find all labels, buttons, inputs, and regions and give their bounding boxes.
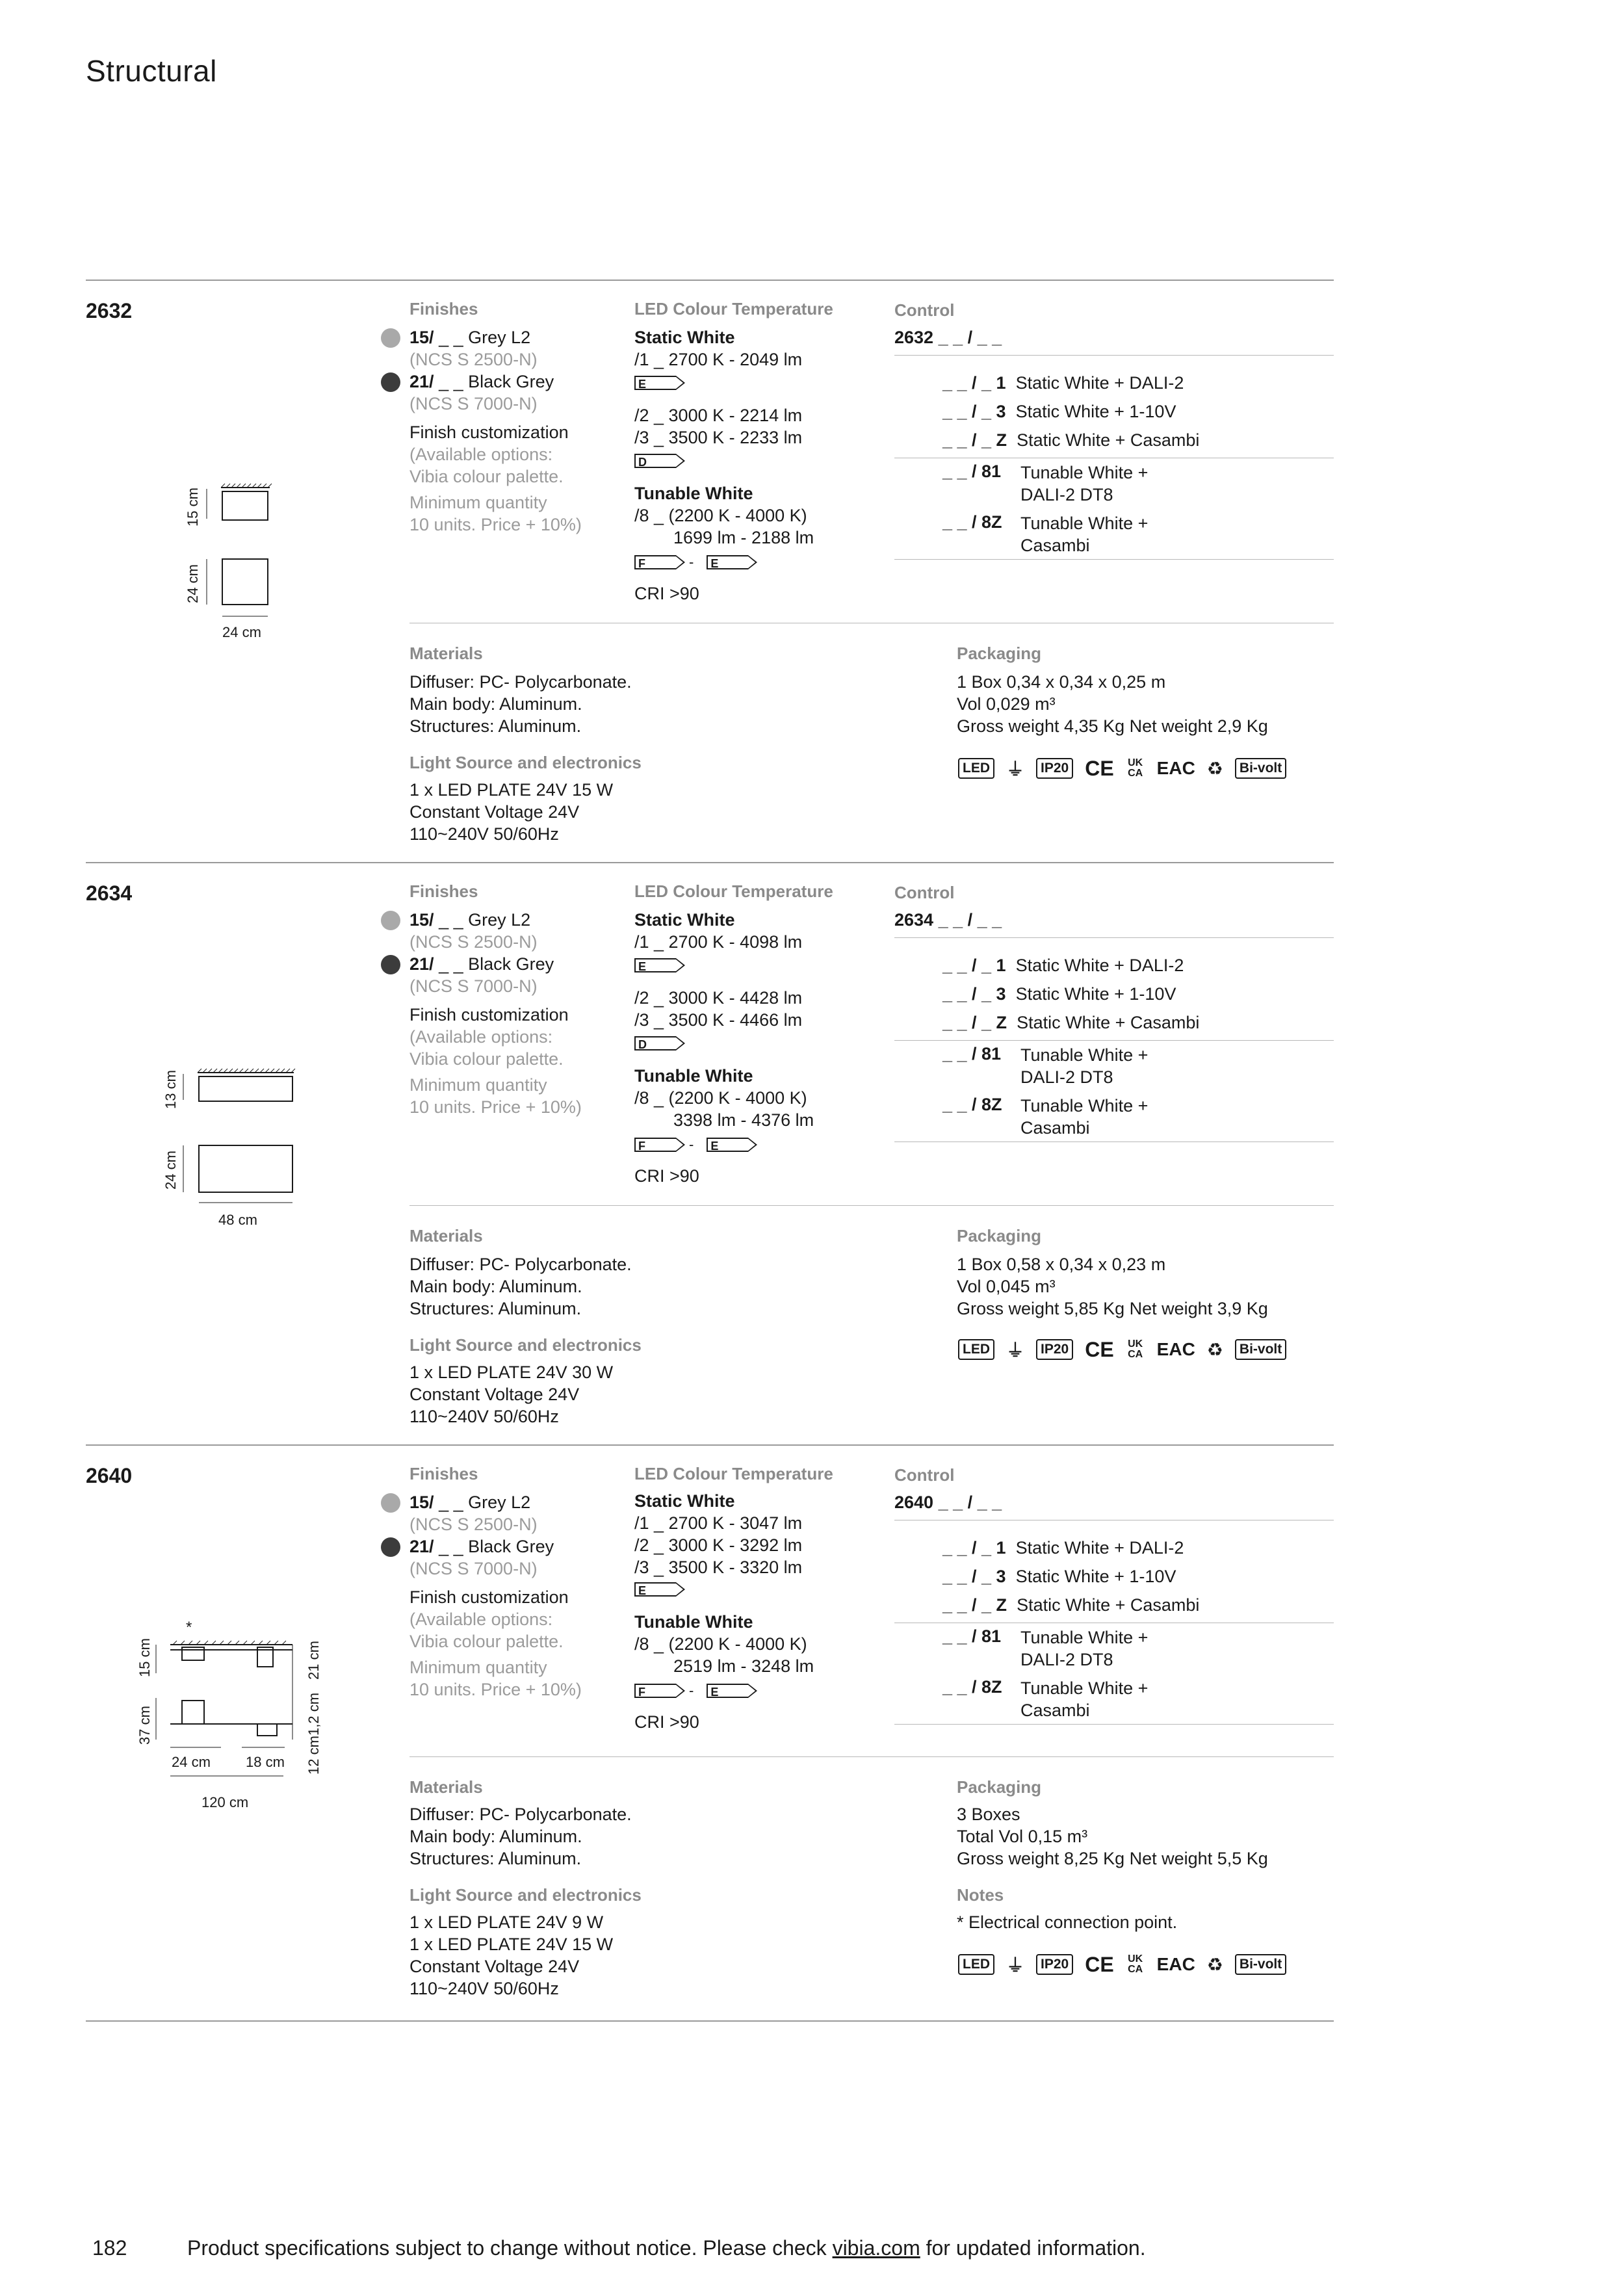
finish-min: 10 units. Price + 10%) (409, 1097, 582, 1117)
control-option-text: Tunable White + Casambi (1020, 1096, 1149, 1138)
energy-class-tag: E (707, 1684, 748, 1698)
finish-grey[interactable]: 15/ _ _ Grey L2 (409, 1493, 531, 1512)
finishes-label: Finishes (409, 1464, 478, 1483)
packaging-line: 1 Box 0,34 x 0,34 x 0,25 m (957, 672, 1166, 692)
cri-value: CRI >90 (634, 1166, 699, 1186)
finish-options: Vibia colour palette. (409, 1632, 564, 1651)
finish-custom: Finish customization (409, 423, 569, 442)
ground-icon: ⏚ (1006, 1340, 1025, 1361)
black-swatch-icon (381, 372, 400, 392)
packaging-line: 1 Box 0,58 x 0,34 x 0,23 m (957, 1255, 1166, 1274)
led-lumens: 1699 lm - 2188 lm (673, 528, 814, 547)
black-swatch-icon (381, 1537, 400, 1557)
ce-icon: CE (1085, 1337, 1114, 1361)
packaging-line: 3 Boxes (957, 1805, 1020, 1824)
control-code: 2632 _ _ / _ _ (894, 328, 1002, 347)
black-swatch-icon (381, 955, 400, 974)
light-source-label: Light Source and electronics (409, 1335, 642, 1355)
static-white-title: Static White (634, 328, 735, 347)
dimension-width: 24 cm (172, 1754, 211, 1770)
tunable-white-title: Tunable White (634, 1612, 753, 1632)
bivolt-icon: Bi-volt (1235, 1954, 1286, 1975)
certification-icons (958, 1951, 1286, 1977)
materials-line: Main body: Aluminum. (409, 1827, 582, 1846)
packaging-line: Gross weight 8,25 Kg Net weight 5,5 Kg (957, 1849, 1268, 1868)
control-option[interactable]: _ _ / 81 (942, 1626, 1002, 1646)
finish-grey[interactable]: 15/ _ _ Grey L2 (409, 328, 531, 347)
finishes-label: Finishes (409, 299, 478, 319)
led-option: /2 _ 3000 K - 2214 lm (634, 406, 803, 425)
ip20-icon: IP20 (1036, 1339, 1073, 1360)
materials-line: Main body: Aluminum. (409, 1277, 582, 1296)
packaging-label: Packaging (957, 644, 1042, 663)
dimension-depth: 24 cm (185, 564, 201, 603)
certification-icons (958, 1337, 1286, 1363)
finish-ncs: (NCS S 2500-N) (409, 1515, 538, 1534)
notes-label: Notes (957, 1885, 1004, 1905)
finish-min: 10 units. Price + 10%) (409, 515, 582, 534)
control-option[interactable]: _ _ / 8Z (942, 1677, 1002, 1697)
energy-class-tag: D (634, 1036, 676, 1050)
ce-icon: CE (1085, 1952, 1114, 1976)
eac-icon: EAC (1156, 1339, 1195, 1359)
connection-point-marker: * (186, 1619, 192, 1636)
footer-text: Product specifications subject to change without notice. Please check vibia.com for updated information. (187, 2236, 1146, 2260)
bivolt-icon: Bi-volt (1235, 1339, 1286, 1360)
led-label: LED Colour Temperature (634, 299, 833, 319)
control-option[interactable]: _ _ / _ 3 Static White + 1-10V (942, 1567, 1176, 1586)
dimension-width: 18 cm (246, 1754, 285, 1770)
energy-class-tag: F (634, 1138, 676, 1152)
packaging-line: Vol 0,029 m³ (957, 694, 1056, 714)
section-divider (86, 862, 1334, 863)
materials-label: Materials (409, 644, 483, 663)
led-icon: LED (958, 1954, 994, 1975)
light-source-line: 1 x LED PLATE 24V 9 W (409, 1912, 604, 1932)
control-option[interactable]: _ _ / _ 3 Static White + 1-10V (942, 984, 1176, 1004)
dimension-height: 21 cm (305, 1641, 322, 1680)
energy-class-tag: E (707, 555, 748, 569)
control-code: 2634 _ _ / _ _ (894, 910, 1002, 930)
finish-options: (Available options: (409, 1610, 553, 1629)
control-option[interactable]: _ _ / 8Z (942, 1095, 1002, 1114)
energy-class-tag: F (634, 1684, 676, 1698)
materials-label: Materials (409, 1226, 483, 1246)
recycle-icon: ♻ (1206, 758, 1223, 779)
cri-value: CRI >90 (634, 1712, 699, 1732)
dimension-width: 120 cm (201, 1794, 249, 1810)
finish-options: (Available options: (409, 1027, 553, 1047)
recycle-icon: ♻ (1206, 1954, 1223, 1975)
light-source-line: 110~240V 50/60Hz (409, 824, 559, 844)
section-divider (86, 1444, 1334, 1446)
finish-black[interactable]: 21/ _ _ Black Grey (409, 372, 554, 391)
led-option: /8 _ (2200 K - 4000 K) (634, 1634, 807, 1654)
cri-value: CRI >90 (634, 584, 699, 603)
dimension-height: 37 cm (136, 1706, 153, 1745)
materials-line: Structures: Aluminum. (409, 1849, 582, 1868)
ce-icon: CE (1085, 756, 1114, 780)
control-option-text: Tunable White + DALI-2 DT8 (1020, 1628, 1149, 1669)
page-title: Structural (86, 54, 217, 88)
control-option[interactable]: _ _ / _ 1 Static White + DALI-2 (942, 956, 1184, 975)
led-lumens: 3398 lm - 4376 lm (673, 1110, 814, 1130)
control-option[interactable]: _ _ / 8Z (942, 512, 1002, 532)
dimension-height: 15 cm (185, 488, 201, 527)
grey-swatch-icon (381, 328, 400, 348)
dimension-width: 48 cm (218, 1212, 257, 1228)
finish-min: Minimum quantity (409, 1075, 547, 1095)
led-option: /1 _ 2700 K - 2049 lm (634, 350, 803, 369)
dimension-height: 12 cm (305, 1736, 322, 1775)
light-source-line: Constant Voltage 24V (409, 1385, 580, 1404)
finish-ncs: (NCS S 7000-N) (409, 394, 538, 413)
product-code: 2634 (86, 881, 133, 905)
tunable-white-title: Tunable White (634, 1066, 753, 1086)
finish-black[interactable]: 21/ _ _ Black Grey (409, 954, 554, 974)
led-option: /3 _ 3500 K - 4466 lm (634, 1010, 803, 1030)
tunable-white-title: Tunable White (634, 484, 753, 503)
recycle-icon: ♻ (1206, 1339, 1223, 1360)
led-option: /8 _ (2200 K - 4000 K) (634, 506, 807, 525)
finish-custom: Finish customization (409, 1005, 569, 1024)
control-option[interactable]: _ _ / _ Z Static White + Casambi (942, 1595, 1200, 1615)
grey-swatch-icon (381, 911, 400, 930)
control-label: Control (894, 883, 955, 902)
finish-grey[interactable]: 15/ _ _ Grey L2 (409, 910, 531, 930)
led-option: /3 _ 3500 K - 3320 lm (634, 1558, 803, 1577)
finish-min: 10 units. Price + 10%) (409, 1680, 582, 1699)
packaging-label: Packaging (957, 1226, 1042, 1246)
dimension-height: 15 cm (136, 1638, 153, 1677)
led-option: /3 _ 3500 K - 2233 lm (634, 428, 803, 447)
materials-label: Materials (409, 1777, 483, 1797)
page-number: 182 (92, 2236, 127, 2260)
materials-line: Main body: Aluminum. (409, 694, 582, 714)
light-source-line: 1 x LED PLATE 24V 15 W (409, 780, 614, 800)
packaging-line: Vol 0,045 m³ (957, 1277, 1056, 1296)
light-source-line: Constant Voltage 24V (409, 802, 580, 822)
dimension-height: 1,2 cm (305, 1692, 322, 1736)
control-label: Control (894, 1465, 955, 1485)
finish-options: Vibia colour palette. (409, 467, 564, 486)
certification-icons (958, 755, 1286, 781)
ukca-icon: UK CA (1128, 757, 1143, 779)
led-option: /1 _ 2700 K - 4098 lm (634, 932, 803, 952)
finish-ncs: (NCS S 2500-N) (409, 350, 538, 369)
control-label: Control (894, 300, 955, 320)
materials-line: Diffuser: PC- Polycarbonate. (409, 672, 632, 692)
led-label: LED Colour Temperature (634, 881, 833, 901)
control-option-text: Tunable White + DALI-2 DT8 (1020, 463, 1149, 504)
packaging-line: Total Vol 0,15 m³ (957, 1827, 1088, 1846)
materials-line: Structures: Aluminum. (409, 1299, 582, 1318)
control-option[interactable]: _ _ / 81 (942, 462, 1002, 481)
light-source-line: Constant Voltage 24V (409, 1957, 580, 1976)
energy-class-tag: F (634, 555, 676, 569)
finish-black[interactable]: 21/ _ _ Black Grey (409, 1537, 554, 1556)
light-source-line: 1 x LED PLATE 24V 30 W (409, 1363, 614, 1382)
control-code: 2640 _ _ / _ _ (894, 1493, 1002, 1512)
ip20-icon: IP20 (1036, 758, 1073, 779)
light-source-line: 110~240V 50/60Hz (409, 1407, 559, 1426)
bivolt-icon: Bi-volt (1235, 758, 1286, 779)
dimension-width: 24 cm (222, 624, 261, 640)
energy-class-tag: E (634, 958, 676, 972)
finish-options: Vibia colour palette. (409, 1049, 564, 1069)
grey-swatch-icon (381, 1493, 400, 1513)
ground-icon: ⏚ (1006, 759, 1025, 779)
materials-line: Diffuser: PC- Polycarbonate. (409, 1255, 632, 1274)
control-option[interactable]: _ _ / _ Z Static White + Casambi (942, 430, 1200, 450)
materials-line: Diffuser: PC- Polycarbonate. (409, 1805, 632, 1824)
product-dimension-drawing (156, 1060, 312, 1229)
static-white-title: Static White (634, 910, 735, 930)
led-option: /2 _ 3000 K - 4428 lm (634, 988, 803, 1008)
product-code: 2632 (86, 299, 133, 322)
finish-ncs: (NCS S 7000-N) (409, 976, 538, 996)
light-source-line: 110~240V 50/60Hz (409, 1979, 559, 1998)
section-divider (86, 2020, 1334, 2022)
control-option-text: Tunable White + Casambi (1020, 514, 1149, 555)
led-icon: LED (958, 1339, 994, 1360)
ip20-icon: IP20 (1036, 1954, 1073, 1975)
energy-class-tag: E (634, 376, 676, 390)
led-option: /2 _ 3000 K - 3292 lm (634, 1535, 803, 1555)
note-line: * Electrical connection point. (957, 1912, 1178, 1932)
finish-ncs: (NCS S 2500-N) (409, 932, 538, 952)
static-white-title: Static White (634, 1491, 735, 1511)
product-dimension-drawing (130, 1625, 325, 1814)
control-option-text: Tunable White + Casambi (1020, 1678, 1149, 1720)
led-label: LED Colour Temperature (634, 1464, 833, 1483)
light-source-line: 1 x LED PLATE 24V 15 W (409, 1935, 614, 1954)
finish-options: (Available options: (409, 445, 553, 464)
eac-icon: EAC (1156, 1954, 1195, 1974)
finishes-label: Finishes (409, 881, 478, 901)
finish-custom: Finish customization (409, 1587, 569, 1607)
finish-min: Minimum quantity (409, 1658, 547, 1677)
light-source-label: Light Source and electronics (409, 1885, 642, 1905)
finish-ncs: (NCS S 7000-N) (409, 1559, 538, 1578)
eac-icon: EAC (1156, 758, 1195, 778)
control-option-text: Tunable White + DALI-2 DT8 (1020, 1045, 1149, 1087)
energy-class-tag: E (634, 1582, 676, 1597)
finish-min: Minimum quantity (409, 493, 547, 512)
vibia-link[interactable]: vibia.com (832, 2236, 920, 2260)
section-divider (86, 280, 1334, 281)
led-option: /8 _ (2200 K - 4000 K) (634, 1088, 807, 1108)
control-option[interactable]: _ _ / _ 1 Static White + DALI-2 (942, 373, 1184, 393)
control-option[interactable]: _ _ / _ Z Static White + Casambi (942, 1013, 1200, 1032)
dimension-height: 13 cm (162, 1070, 179, 1109)
product-code: 2640 (86, 1464, 133, 1487)
energy-class-tag: D (634, 454, 676, 468)
led-icon: LED (958, 758, 994, 779)
packaging-line: Gross weight 4,35 Kg Net weight 2,9 Kg (957, 716, 1268, 736)
control-option[interactable]: _ _ / _ 1 Static White + DALI-2 (942, 1538, 1184, 1558)
control-option[interactable]: _ _ / _ 3 Static White + 1-10V (942, 402, 1176, 421)
energy-class-tag: E (707, 1138, 748, 1152)
packaging-label: Packaging (957, 1777, 1042, 1797)
led-option: /1 _ 2700 K - 3047 lm (634, 1513, 803, 1533)
control-option[interactable]: _ _ / 81 (942, 1044, 1002, 1063)
light-source-label: Light Source and electronics (409, 753, 642, 772)
led-lumens: 2519 lm - 3248 lm (673, 1656, 814, 1676)
ukca-icon: UK CA (1128, 1953, 1143, 1975)
dimension-depth: 24 cm (162, 1151, 179, 1190)
product-dimension-drawing (156, 475, 305, 644)
materials-line: Structures: Aluminum. (409, 716, 582, 736)
packaging-line: Gross weight 5,85 Kg Net weight 3,9 Kg (957, 1299, 1268, 1318)
ukca-icon: UK CA (1128, 1338, 1143, 1360)
ground-icon: ⏚ (1006, 1955, 1025, 1976)
